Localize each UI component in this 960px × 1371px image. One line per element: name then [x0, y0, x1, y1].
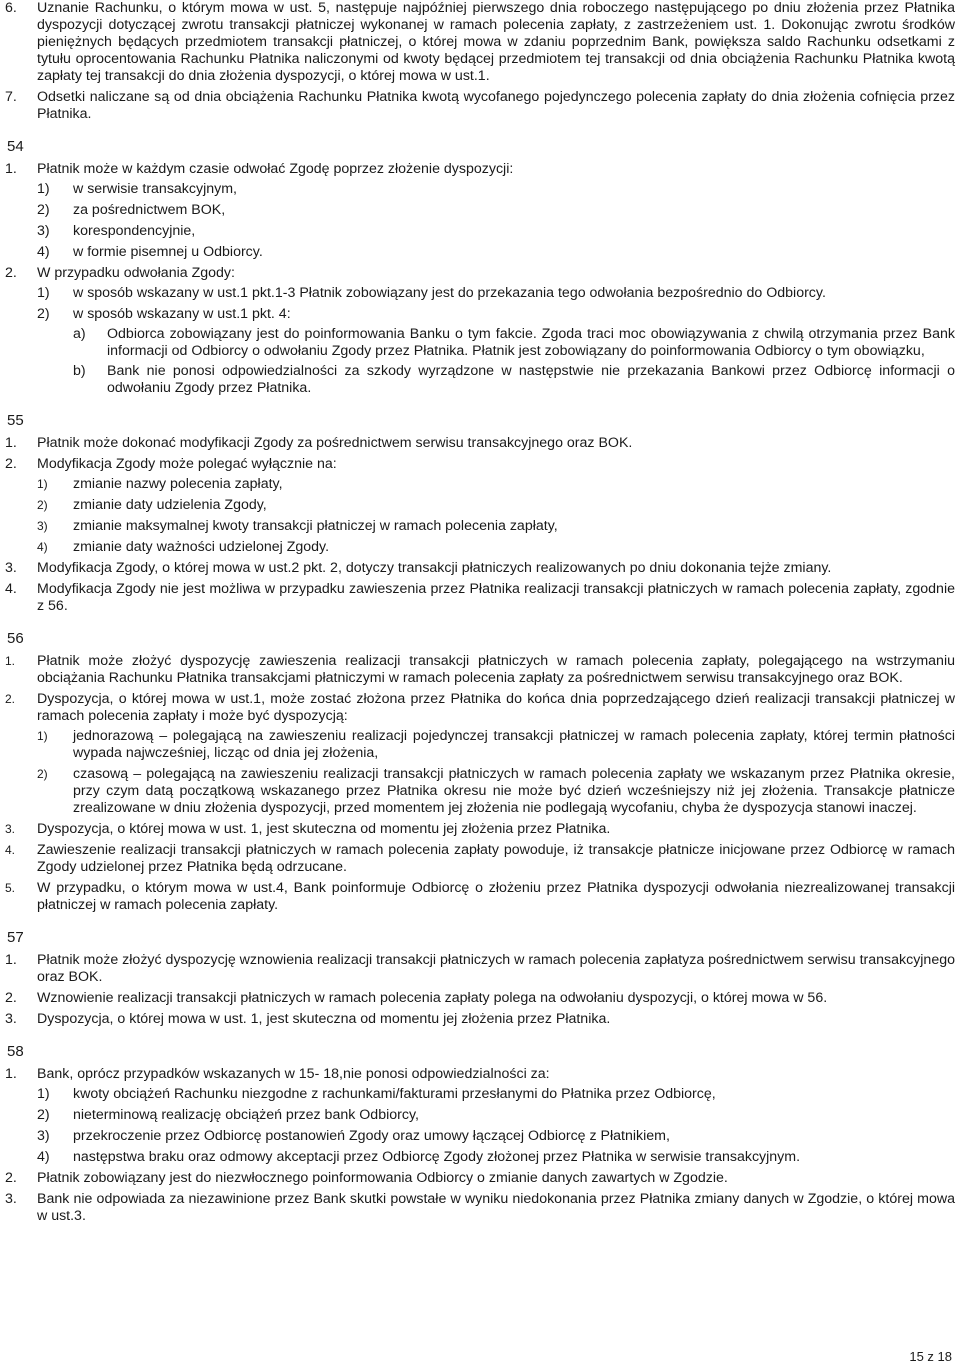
sec58-item-3	[5, 1191, 955, 1225]
item-text: Płatnik może w każdym czasie odwołać Zgodę poprzez złożenie dyspozycji:	[37, 161, 514, 177]
subitem-number: 2)	[37, 498, 48, 512]
item-text: Odsetki naliczane są od dnia obciążenia Rachunku Płatnika kwotą wycofanego pojedynczego polecenia zapłaty do dnia złożenia cofnięcia przez Płatnika.	[37, 89, 955, 122]
section-number: 56	[7, 630, 24, 647]
section-heading-57	[7, 928, 955, 946]
sec56-item-2	[5, 691, 955, 817]
sec56-item-1	[5, 653, 955, 687]
list-item	[37, 476, 955, 493]
sec56-item-2-sublist	[37, 728, 955, 817]
item-text: W przypadku odwołania Zgody:	[37, 265, 235, 281]
section-number: 55	[7, 412, 24, 429]
item-text: Płatnik zobowiązany jest do niezwłocznego poinformowania Odbiorcy o zmianie danych zawartych w Zgodzie.	[37, 1170, 728, 1186]
item-text: Wznowienie realizacji transakcji płatniczych w ramach polecenia zapłaty polega na odwołaniu dyspozycji, o której mowa w 56.	[37, 990, 828, 1006]
item-number: 6.	[5, 0, 17, 16]
subitem-letter: b)	[73, 363, 86, 379]
item-text: W przypadku, o którym mowa w ust.4, Bank poinformuje Odbiorcę o złożeniu przez Płatnika dyspozycji odwołania niezrealizowanej transakcji płatniczej w ramach polecenia zapłaty.	[37, 880, 955, 913]
subitem-text: zmianie maksymalnej kwoty transakcji płatniczej w ramach polecenia zapłaty,	[73, 518, 558, 534]
item-text: Modyfikacja Zgody może polegać wyłącznie na:	[37, 456, 337, 472]
subitem-text: w sposób wskazany w ust.1 pkt. 4:	[73, 306, 291, 322]
subitem-text: zmianie daty udzielenia Zgody,	[73, 497, 267, 513]
subitem-text: nieterminową realizację obciążeń przez bank Odbiorcy,	[73, 1107, 419, 1123]
subitem-number: 1)	[37, 285, 50, 301]
sec55-item-3	[5, 560, 955, 577]
list-item	[37, 285, 955, 302]
sec54-item-1-sublist	[37, 181, 955, 261]
section-heading-54	[7, 137, 955, 155]
item-number: 4.	[5, 843, 16, 857]
sec55-item-2	[5, 456, 955, 556]
list-item	[37, 766, 955, 817]
item-number: 3.	[5, 1011, 17, 1027]
subitem-text: zmianie daty ważności udzielonej Zgody.	[73, 539, 330, 555]
subitem-number: 1)	[37, 1086, 50, 1102]
sec56-item-3	[5, 821, 955, 838]
list-item	[37, 244, 955, 261]
sec58-item-1	[5, 1066, 955, 1166]
sublist-letters	[73, 326, 955, 397]
sec55-item-1	[5, 435, 955, 452]
subitem-text: zmianie nazwy polecenia zapłaty,	[73, 476, 283, 492]
item-text: Bank, oprócz przypadków wskazanych w 15- 18,nie ponosi odpowiedzialności za:	[37, 1066, 550, 1082]
subitem-number: 3)	[37, 1128, 50, 1144]
sec57-item-2	[5, 990, 955, 1007]
item-number: 7.	[5, 89, 17, 105]
subitem-number: 1)	[37, 181, 50, 197]
sec56-item-5	[5, 880, 955, 914]
list-item	[73, 363, 955, 397]
subitem-number: 2)	[37, 306, 50, 322]
paragraph-6	[5, 0, 955, 85]
sec55-item-2-sublist	[37, 476, 955, 556]
subitem-number: 1)	[37, 729, 48, 743]
subitem-number: 1)	[37, 477, 48, 491]
item-number: 2.	[5, 692, 16, 706]
subitem-text: czasową – polegającą na zawieszeniu realizacji transakcji płatniczych w ramach polecenia zapłaty we wskazanym przez Płatnika okresie, przy czym datą początkową wskazanego przez Płatnika okresu nie może być dzień wcześniejszy niż jej złożenia. Transakcje płatnicze zrealizowane w dniu złożenia dyspozycji, przed momentem jej złożenia nie podlegają wycofaniu, chyba że dyspozycja stanowi inaczej.	[73, 766, 955, 816]
subitem-number: 3)	[37, 519, 48, 533]
item-text: Płatnik może złożyć dyspozycję wznowienia realizacji transakcji płatniczych w ramach polecenia zapłatyza pośrednictwem serwisu transakcyjnego oraz BOK.	[37, 952, 955, 985]
subitem-text: w serwisie transakcyjnym,	[73, 181, 237, 197]
item-text: Uznanie Rachunku, o którym mowa w ust. 5, następuje najpóźniej pierwszego dnia roboczego następującego po dniu złożenia przez Płatnika dyspozycji dotyczącej zwrotu transakcji płatniczej wykonanej w ramach polecenia zapłaty, z zastrzeżeniem ust. 1. Dokonując zwrotu środków pieniężnych będących przedmiotem transakcji płatniczej, o której mowa w zdaniu poprzednim Bank, powiększa saldo Rachunku odsetkami z tytułu oprocentowania Rachunku Płatnika naliczonymi od kwoty będącej przedmiotem tej transakcji od dnia obciążenia Rachunku Płatnika kwotą zapłaty tej transakcji do dnia złożenia dyspozycji, o której mowa w ust.1.	[37, 0, 955, 84]
subitem-text: jednorazową – polegającą na zawieszeniu realizacji pojedynczej transakcji płatniczej w ramach polecenia zapłaty, której termin płatności wypada najwcześniej, licząc od dnia jej złożenia,	[73, 728, 955, 761]
list-item	[37, 223, 955, 240]
item-number: 1.	[5, 952, 17, 968]
section-heading-56	[7, 629, 955, 647]
subitem-text: następstwa braku oraz odmowy akceptacji przez Odbiorcę Zgody złożonej przez Płatnika w serwisie transakcyjnym.	[73, 1149, 801, 1165]
sec56-item-4	[5, 842, 955, 876]
item-number: 1.	[5, 435, 17, 451]
list-item	[37, 539, 955, 556]
item-text: Dyspozycja, o której mowa w ust. 1, jest skuteczna od momentu jej złożenia przez Płatnika.	[37, 821, 611, 837]
subitem-letter: a)	[73, 326, 86, 342]
list-item	[37, 306, 955, 397]
item-text: Dyspozycja, o której mowa w ust.1, może zostać złożona przez Płatnika do końca dnia poprzedzającego dzień realizacji transakcji płatniczej w ramach polecenia zapłaty i może być dyspozycją:	[37, 691, 955, 724]
sec54-item-2-sublist	[37, 285, 955, 397]
item-text: Bank nie odpowiada za niezawinione przez Bank skutki powstałe w wyniku niedokonania przez Płatnika zmiany danych w Zgodzie, o której mowa w ust.3.	[37, 1191, 955, 1224]
list-item	[37, 1107, 955, 1124]
sec57-item-3	[5, 1011, 955, 1028]
item-text: Modyfikacja Zgody, o której mowa w ust.2 pkt. 2, dotyczy transakcji płatniczych realizowanych po dniu dokonania tejże zmiany.	[37, 560, 832, 576]
section-number: 58	[7, 1043, 24, 1060]
item-number: 2.	[5, 990, 17, 1006]
subitem-number: 2)	[37, 1107, 50, 1123]
list-item	[73, 326, 955, 360]
item-text: Dyspozycja, o której mowa w ust. 1, jest skuteczna od momentu jej złożenia przez Płatnika.	[37, 1011, 611, 1027]
subitem-text: Odbiorca zobowiązany jest do poinformowania Banku o tym fakcie. Zgoda traci moc obowiązywania z chwilą otrzymania przez Bank informacji od Odbiorcy o odwołaniu Zgody przez Płatnika. Płatnik jest zobowiązany do poinformowania Odbiorcy o tym obowiązku,	[107, 326, 955, 359]
item-number: 2.	[5, 456, 17, 472]
list-item	[37, 202, 955, 219]
item-text: Płatnik może dokonać modyfikacji Zgody za pośrednictwem serwisu transakcyjnego oraz BOK.	[37, 435, 633, 451]
subitem-text: korespondencyjnie,	[73, 223, 196, 239]
sec54-item-1	[5, 161, 955, 261]
subitem-text: w sposób wskazany w ust.1 pkt.1-3 Płatnik zobowiązany jest do przekazania tego odwołania bezpośrednio do Odbiorcy.	[73, 285, 826, 301]
paragraph-7	[5, 89, 955, 123]
item-number: 2.	[5, 265, 17, 281]
list-item	[37, 497, 955, 514]
subitem-number: 4)	[37, 244, 50, 260]
page-number: 15 z 18	[909, 1349, 952, 1364]
subitem-number: 3)	[37, 223, 50, 239]
subitem-text: w formie pisemnej u Odbiorcy.	[73, 244, 263, 260]
subitem-text: za pośrednictwem BOK,	[73, 202, 226, 218]
subitem-number: 4)	[37, 540, 48, 554]
subitem-number: 2)	[37, 202, 50, 218]
sec58-item-1-sublist	[37, 1086, 955, 1166]
list-item	[37, 728, 955, 762]
section-heading-58	[7, 1042, 955, 1060]
list-item	[37, 518, 955, 535]
subitem-number: 4)	[37, 1149, 50, 1165]
item-text: Modyfikacja Zgody nie jest możliwa w przypadku zawieszenia przez Płatnika realizacji transakcji płatniczych w ramach polecenia zapłaty, zgodnie z 56.	[37, 581, 955, 614]
sec58-item-2	[5, 1170, 955, 1187]
list-item	[37, 1128, 955, 1145]
section-heading-55	[7, 411, 955, 429]
subitem-text: kwoty obciążeń Rachunku niezgodne z rachunkami/fakturami przesłanymi do Płatnika przez Odbiorcę,	[73, 1086, 716, 1102]
item-number: 4.	[5, 581, 17, 597]
item-number: 3.	[5, 560, 17, 576]
list-item	[37, 1086, 955, 1103]
item-number: 3.	[5, 1191, 17, 1207]
item-number: 1.	[5, 1066, 17, 1082]
sec55-item-4	[5, 581, 955, 615]
subitem-text: przekroczenie przez Odbiorcę postanowień Zgody oraz umowy łączącej Odbiorcę z Płatnikiem,	[73, 1128, 670, 1144]
section-number: 57	[7, 929, 24, 946]
item-number: 1.	[5, 161, 17, 177]
section-number: 54	[7, 138, 24, 155]
item-number: 3.	[5, 822, 16, 836]
list-item	[37, 181, 955, 198]
subitem-text: Bank nie ponosi odpowiedzialności za szkody wyrządzone w następstwie nie przekazania Bankowi przez Odbiorcę informacji o odwołaniu Zgody przez Płatnika.	[107, 363, 955, 396]
item-number: 5.	[5, 881, 16, 895]
list-item	[37, 1149, 955, 1166]
subitem-number: 2)	[37, 767, 48, 781]
item-text: Płatnik może złożyć dyspozycję zawieszenia realizacji transakcji płatniczych w ramach polecenia zapłaty, polegającego na wstrzymaniu obciążania Rachunku Płatnika transakcjami płatniczymi w ramach polecenia zapłaty za pośrednictwem serwisu transakcyjnego oraz BOK.	[37, 653, 955, 686]
sec54-item-2	[5, 265, 955, 397]
item-text: Zawieszenie realizacji transakcji płatniczych w ramach polecenia zapłaty powoduje, iż transakcje płatnicze inicjowane przez Odbiorcę w ramach Zgody udzielonej przez Płatnika będą odrzucane.	[37, 842, 955, 875]
sec57-item-1	[5, 952, 955, 986]
item-number: 2.	[5, 1170, 17, 1186]
item-number: 1.	[5, 654, 16, 668]
